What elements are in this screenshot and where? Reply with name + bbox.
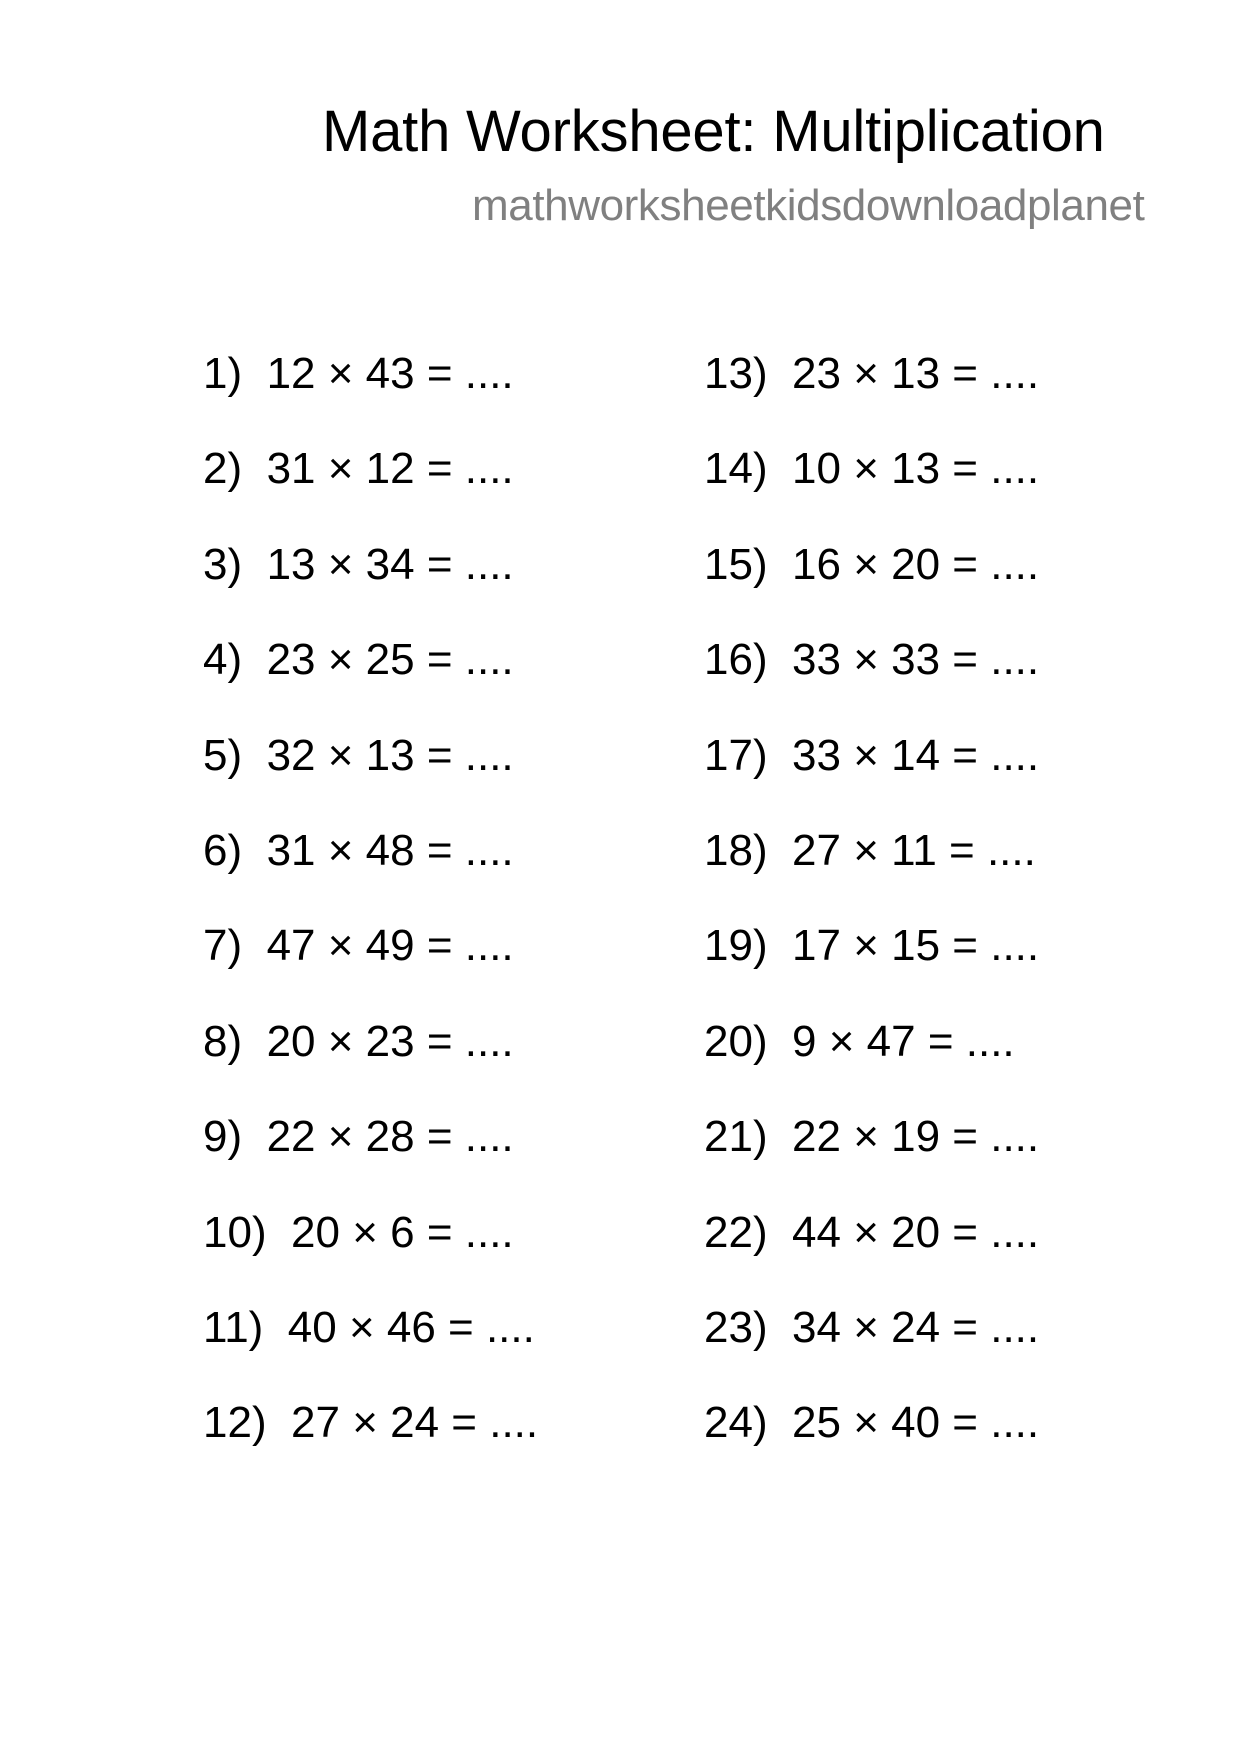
problem-19: 19) 17 × 15 = .... — [704, 921, 1040, 971]
problem-13: 13) 23 × 13 = .... — [704, 349, 1040, 398]
problem-10: 10) 20 × 6 = .... — [203, 1207, 514, 1257]
problem-6: 6) 31 × 48 = .... — [203, 825, 514, 875]
problem-4: 4) 23 × 25 = .... — [203, 635, 514, 685]
problem-23: 23) 34 × 24 = .... — [704, 1302, 1040, 1352]
problem-17: 17) 33 × 14 = .... — [704, 730, 1040, 780]
worksheet-source-watermark: mathworksheetkidsdownloadplanet — [472, 181, 1145, 230]
problem-9: 9) 22 × 28 = .... — [203, 1112, 514, 1162]
problem-18: 18) 27 × 11 = .... — [704, 825, 1036, 875]
problem-8: 8) 20 × 23 = .... — [203, 1016, 514, 1066]
problem-11: 11) 40 × 46 = .... — [203, 1302, 535, 1352]
problem-3: 3) 13 × 34 = .... — [203, 539, 514, 589]
problem-14: 14) 10 × 13 = .... — [704, 444, 1040, 494]
problem-1: 1) 12 × 43 = .... — [203, 349, 514, 398]
problem-column-right — [704, 346, 1039, 1491]
problem-15: 15) 16 × 20 = .... — [704, 539, 1040, 589]
problem-24: 24) 25 × 40 = .... — [704, 1398, 1040, 1448]
worksheet-title: Math Worksheet: Multiplication — [322, 99, 1105, 164]
problem-20: 20) 9 × 47 = .... — [704, 1016, 1015, 1066]
problem-12: 12) 27 × 24 = .... — [203, 1398, 539, 1448]
problem-5: 5) 32 × 13 = .... — [203, 730, 514, 780]
problem-column-left — [203, 346, 538, 1491]
problem-2: 2) 31 × 12 = .... — [203, 444, 514, 494]
problem-22: 22) 44 × 20 = .... — [704, 1207, 1040, 1257]
problem-7: 7) 47 × 49 = .... — [203, 921, 514, 971]
problem-16: 16) 33 × 33 = .... — [704, 635, 1040, 685]
problem-21: 21) 22 × 19 = .... — [704, 1112, 1040, 1162]
